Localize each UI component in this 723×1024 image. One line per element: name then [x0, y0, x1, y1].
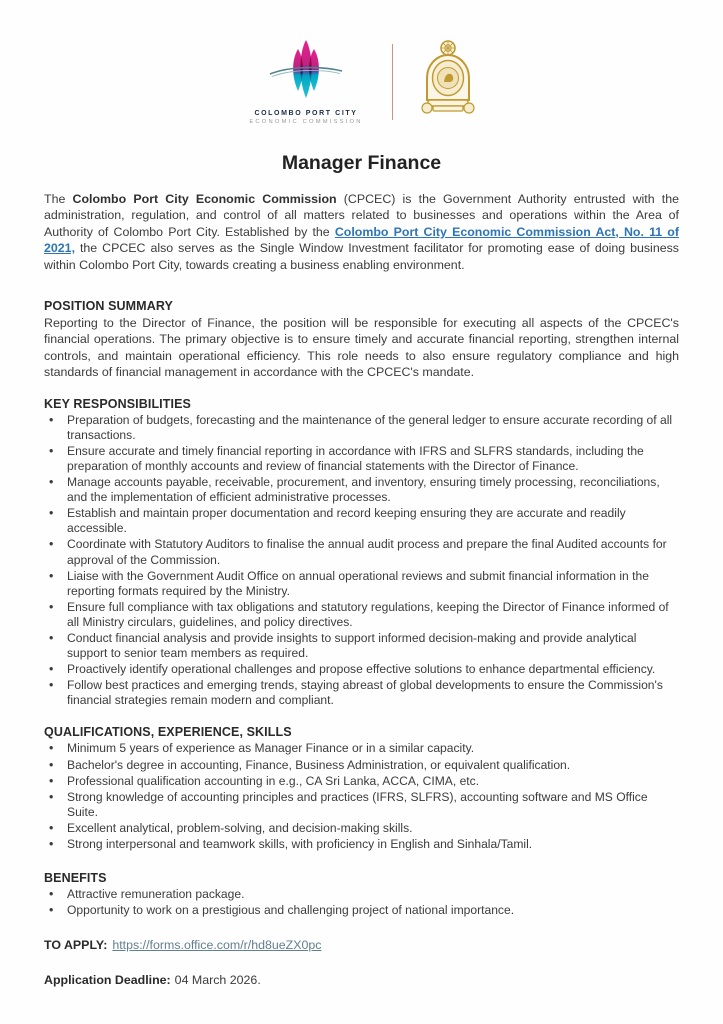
deadline-value: 04 March 2026. — [174, 973, 261, 988]
key-responsibilities-list — [44, 413, 679, 709]
to-apply-row — [44, 937, 679, 953]
act-link[interactable]: Colombo Port City Economic Commission Act, No. 11 of 2021, — [44, 224, 679, 256]
cpc-logo-name: COLOMBO PORT CITY — [254, 110, 358, 117]
bullet-item: • Conduct financial analysis and provide insights to support informed decision-making and provide analytical support to senior team members as required. — [44, 631, 679, 661]
qualifications-list — [44, 741, 679, 852]
application-form-link[interactable]: https://forms.office.com/r/hd8ueZX0pc — [112, 938, 322, 953]
to-apply-label: TO APPLY: — [44, 938, 108, 953]
benefits-list — [44, 887, 679, 918]
bullet-item: • Opportunity to work on a prestigious and challenging project of national importance. — [44, 903, 679, 918]
bullet-item: • Attractive remuneration package. — [44, 887, 679, 902]
bullet-item: • Liaise with the Government Audit Office on annual operational reviews and submit financial information in the reporting formats required by the Ministry. — [44, 569, 679, 599]
header-logos — [44, 36, 679, 128]
page-title: Manager Finance — [281, 152, 442, 174]
intro-bold-commission: Colombo Port City Economic Commission — [72, 192, 337, 206]
logo-divider — [392, 44, 393, 120]
bullet-item: • Follow best practices and emerging trends, staying abreast of global developments to ensure the Commission's financial strategies remain modern and compliant. — [44, 678, 679, 708]
key-responsibilities-heading: KEY RESPONSIBILITIES — [44, 396, 191, 411]
bullet-item: • Minimum 5 years of experience as Manager Finance or in a similar capacity. — [44, 741, 679, 756]
bullet-item: • Excellent analytical, problem-solving, and decision-making skills. — [44, 821, 679, 836]
bullet-item: • Manage accounts payable, receivable, procurement, and inventory, ensuring timely processing, reconciliations, and the implementation of efficient administrative processes. — [44, 475, 679, 505]
bullet-item: • Strong interpersonal and teamwork skills, with proficiency in English and Sinhala/Tamil. — [44, 837, 679, 852]
lotus-logo-icon — [268, 39, 344, 106]
bullet-item: • Strong knowledge of accounting principles and practices (IFRS, SLFRS), accounting software and MS Office Suite. — [44, 790, 679, 820]
bullet-item: • Ensure full compliance with tax obligations and statutory regulations, keeping the Director of Finance informed of all Ministry circulars, guidelines, and policy directives. — [44, 600, 679, 630]
intro-text-2: (CPCEC) is the Government Authority entrusted with the administration, regulation, and control of all matters related to businesses and operations within the Area of Authority of Colombo Port City. Established by the — [44, 192, 680, 239]
cpc-logo-subtitle: ECONOMIC COMMISSION — [249, 119, 363, 125]
deadline-label: Application Deadline: — [44, 973, 171, 988]
deadline-row — [44, 972, 679, 988]
colombo-port-city-logo — [246, 39, 366, 125]
intro-paragraph — [44, 191, 679, 273]
bullet-item: • Preparation of budgets, forecasting and the maintenance of the general ledger to ensure accurate recording of all transactions. — [44, 413, 679, 443]
bullet-item: • Ensure accurate and timely financial reporting in accordance with IFRS and SLFRS standards, including the preparation of monthly accounts and review of financial statements with the Director of Finance. — [44, 444, 679, 474]
bullet-item: • Proactively identify operational challenges and propose effective solutions to enhance departmental efficiency. — [44, 662, 679, 677]
intro-text-1: The — [44, 192, 73, 206]
bullet-item: • Establish and maintain proper documentation and record keeping ensuring they are accurate and readily accessible. — [44, 506, 679, 536]
sri-lanka-emblem-icon — [419, 38, 477, 127]
qualifications-heading: QUALIFICATIONS, EXPERIENCE, SKILLS — [44, 725, 292, 740]
bullet-item: • Professional qualification accounting in e.g., CA Sri Lanka, ACCA, CIMA, etc. — [44, 774, 679, 789]
benefits-heading: BENEFITS — [44, 871, 107, 886]
bullet-item: • Bachelor's degree in accounting, Finance, Business Administration, or equivalent qualification. — [44, 758, 679, 773]
position-summary-heading: POSITION SUMMARY — [44, 299, 173, 314]
intro-text-3: the CPCEC also serves as the Single Window Investment facilitator for promoting ease of doing business within Colombo Port City, towards creating a business enabling environment. — [44, 241, 679, 272]
position-summary-body: Reporting to the Director of Finance, the position will be responsible for executing all aspects of the CPCEC's financial operations. The primary objective is to ensure timely and accurate financial reporting, strengthen internal controls, and maintain operational efficiency. This role needs to also ensure regulatory compliance and high standards of financial management in accordance with the CPCEC's mandate. — [44, 316, 679, 380]
bullet-item: • Coordinate with Statutory Auditors to finalise the annual audit process and prepare the final Audited accounts for approval of the Commission. — [44, 537, 679, 567]
